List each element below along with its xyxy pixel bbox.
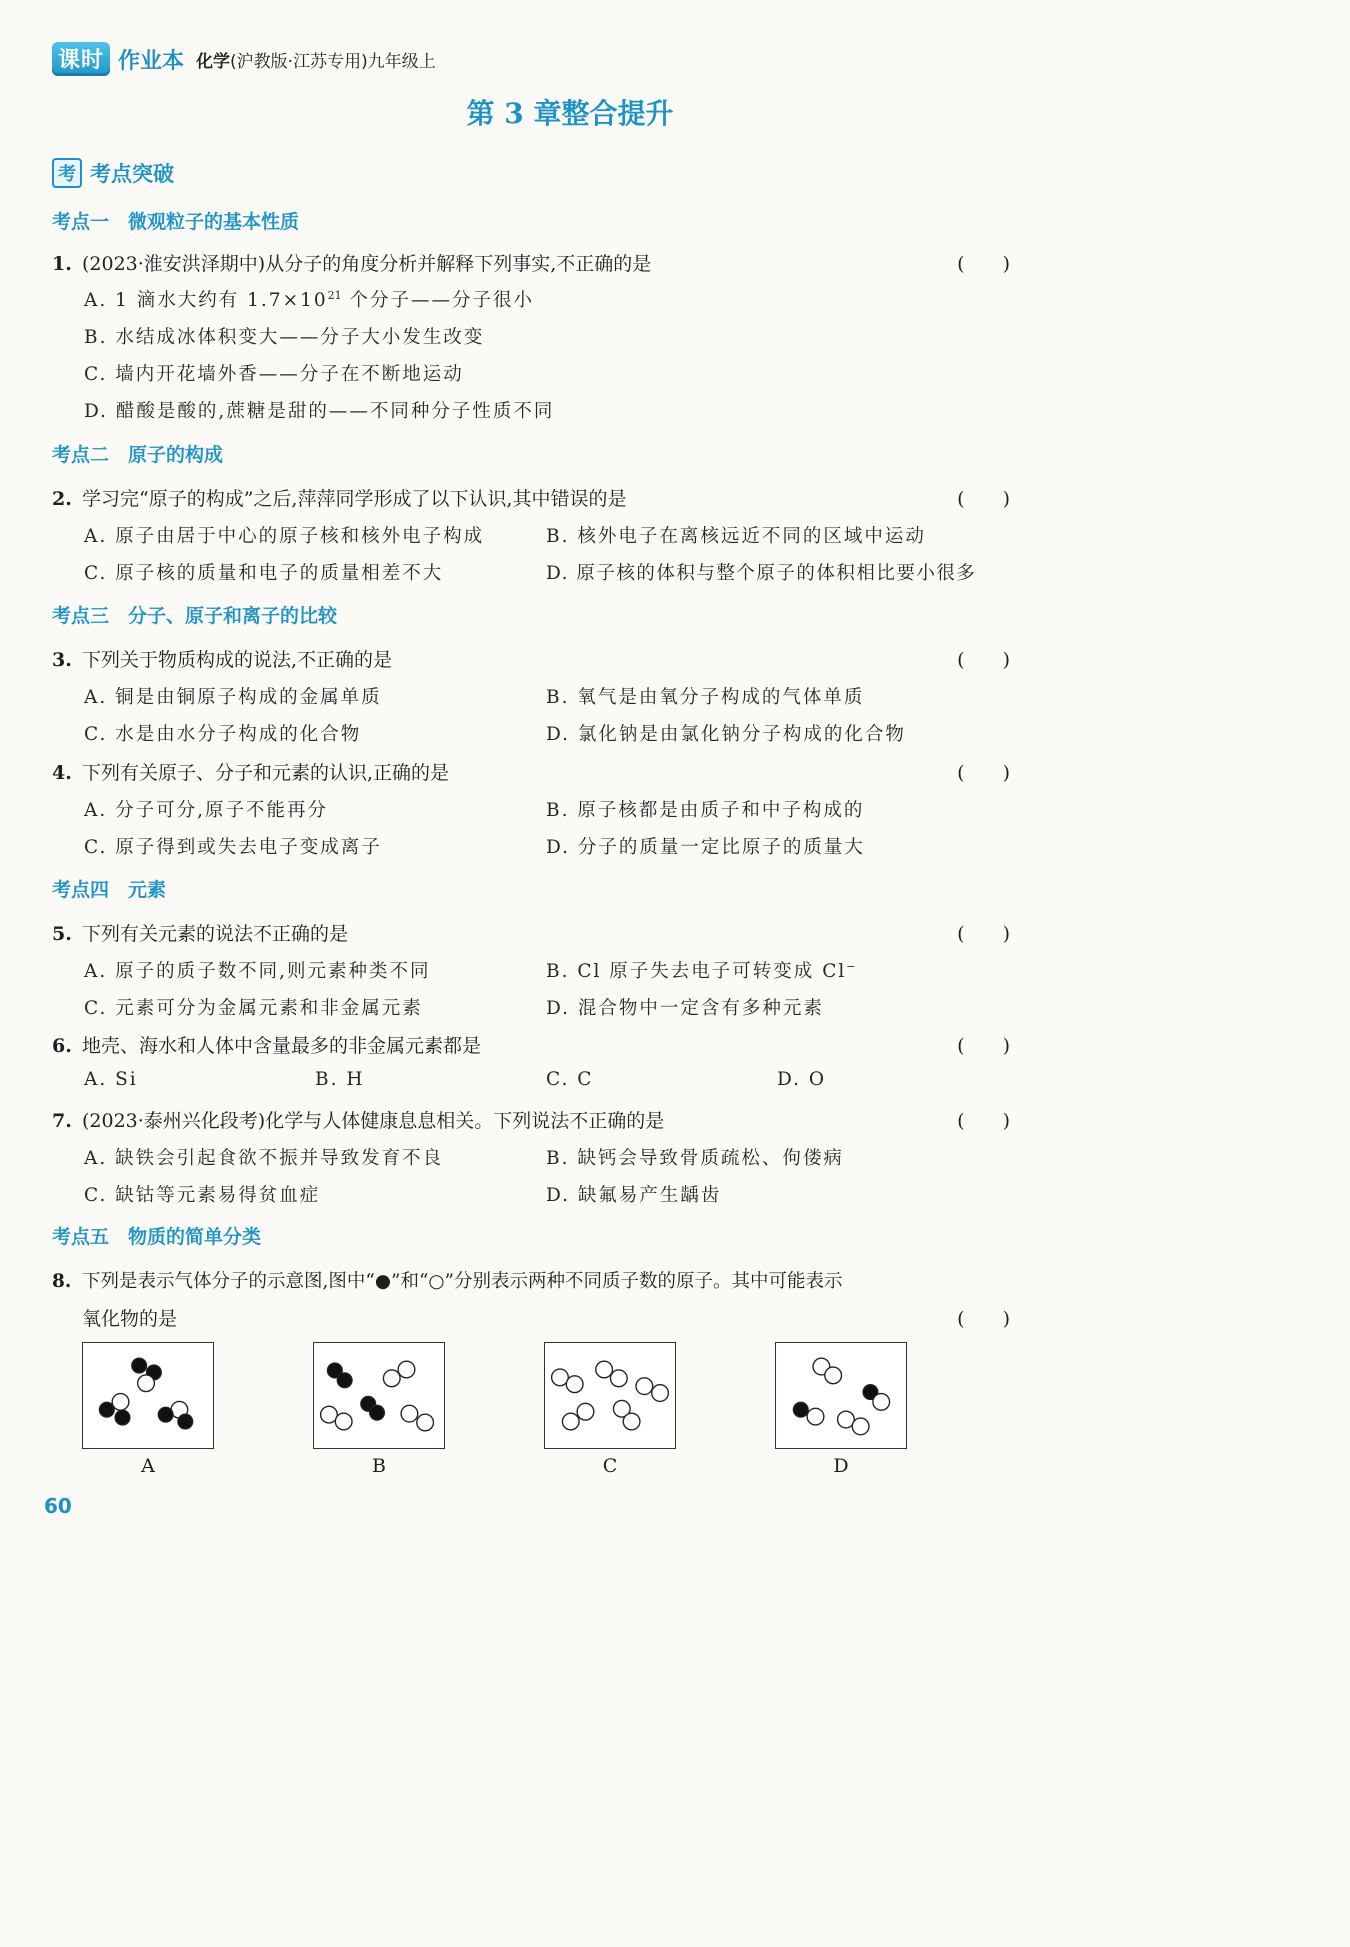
subject-rest: (沪教版·江苏专用)九年级上 <box>230 51 436 72</box>
question-6-stem <box>52 1031 1012 1058</box>
light-atom <box>610 1370 627 1387</box>
light-atom <box>417 1414 434 1431</box>
dark-atom <box>99 1402 114 1417</box>
option-b: B. 氧气是由氧分子构成的气体单质 <box>546 687 865 708</box>
diagram-label-a: A <box>141 1455 155 1477</box>
option-d: D. 分子的质量一定比原子的质量大 <box>546 837 865 858</box>
question-number: 8. <box>52 1271 72 1292</box>
light-atom <box>636 1378 653 1395</box>
section-heading <box>52 158 174 188</box>
option-b-text: B. Cl 原子失去电子可转变成 Cl <box>546 961 847 982</box>
answer-bracket[interactable]: ( ) <box>957 1308 1010 1330</box>
question-text: 下列是表示气体分子的示意图,图中“●”和“○”分别表示两种不同质子数的原子。其中可能表示 <box>82 1271 843 1292</box>
light-atom <box>623 1413 640 1430</box>
question-text: 下列关于物质构成的说法,不正确的是 <box>82 649 393 671</box>
diagram-d-svg <box>776 1343 906 1448</box>
option-c: C. C <box>546 1069 594 1090</box>
question-text: 地壳、海水和人体中含量最多的非金属元素都是 <box>82 1035 482 1057</box>
option-b: B. 缺钙会导致骨质疏松、佝偻病 <box>546 1148 844 1169</box>
question-2-stem <box>52 484 1012 511</box>
dark-atom <box>793 1402 808 1417</box>
question-text: 学习完“原子的构成”之后,萍萍同学形成了以下认识,其中错误的是 <box>82 488 627 510</box>
light-atom <box>825 1367 842 1384</box>
question-number: 5. <box>52 923 72 945</box>
light-atom <box>112 1394 129 1411</box>
diagram-label-b: B <box>372 1455 386 1477</box>
diagram-c-svg <box>545 1343 675 1448</box>
diagram-a-svg <box>83 1343 213 1448</box>
option-c: C. 缺钴等元素易得贫血症 <box>84 1185 321 1206</box>
question-text: (2023·泰州兴化段考)化学与人体健康息息相关。下列说法不正确的是 <box>82 1110 665 1132</box>
option-d: D. 混合物中一定含有多种元素 <box>546 998 824 1019</box>
question-number: 1. <box>52 253 72 275</box>
light-atom <box>398 1361 415 1378</box>
question-3-stem <box>52 645 1012 672</box>
diagram-b-svg <box>314 1343 444 1448</box>
question-5-stem <box>52 919 1012 946</box>
light-atom <box>401 1405 418 1422</box>
answer-bracket[interactable]: ( ) <box>957 649 1010 671</box>
question-text: 下列有关元素的说法不正确的是 <box>82 923 349 945</box>
light-atom <box>566 1376 583 1393</box>
key-point-5: 考点五 物质的简单分类 <box>52 1226 262 1248</box>
dark-atom <box>178 1414 193 1429</box>
question-number: 2. <box>52 488 72 510</box>
light-atom <box>873 1394 890 1411</box>
chapter-title: 第 3 章整合提升 <box>466 97 674 130</box>
dark-atom <box>132 1358 147 1373</box>
dark-atom <box>158 1407 173 1422</box>
brand-logo: 课时 <box>52 42 110 76</box>
question-number: 4. <box>52 762 72 784</box>
option-a: A. Si <box>84 1069 138 1090</box>
dark-atom <box>115 1410 130 1425</box>
option-c: C. 墙内开花墙外香——分子在不断地运动 <box>84 364 464 385</box>
option-b: B. 水结成冰体积变大——分子大小发生改变 <box>84 327 485 348</box>
question-text: 下列有关原子、分子和元素的认识,正确的是 <box>82 762 450 784</box>
option-a: A. 原子由居于中心的原子核和核外电子构成 <box>84 526 485 547</box>
exponent: 21 <box>327 289 342 302</box>
answer-bracket[interactable]: ( ) <box>957 1035 1010 1057</box>
question-number: 7. <box>52 1110 72 1132</box>
option-d: D. O <box>777 1069 827 1090</box>
molecule-diagram-b <box>313 1342 445 1449</box>
key-point-2: 考点二 原子的构成 <box>52 444 224 466</box>
option-d: D. 氯化钠是由氯化钠分子构成的化合物 <box>546 724 906 745</box>
subject-bold: 化学 <box>196 51 231 72</box>
question-number: 6. <box>52 1035 72 1057</box>
light-atom <box>596 1361 613 1378</box>
option-b: B. H <box>315 1069 365 1090</box>
brand-name: 作业本 <box>118 48 185 74</box>
diagram-label-c: C <box>602 1455 618 1477</box>
option-a: A. 原子的质子数不同,则元素种类不同 <box>84 961 431 982</box>
option-c: C. 元素可分为金属元素和非金属元素 <box>84 998 423 1019</box>
option-c: C. 原子核的质量和电子的质量相差不大 <box>84 563 444 584</box>
charge-superscript: − <box>846 960 856 973</box>
option-d: D. 缺氟易产生龋齿 <box>546 1185 722 1206</box>
question-7-stem <box>52 1106 1012 1133</box>
light-atom <box>335 1413 352 1430</box>
molecule-diagram-c <box>544 1342 676 1449</box>
option-b: B. 原子核都是由质子和中子构成的 <box>546 800 865 821</box>
answer-bracket[interactable]: ( ) <box>957 923 1010 945</box>
option-a-text: A. 1 滴水大约有 1.7×10 <box>84 290 328 311</box>
section-title: 考点突破 <box>90 162 174 186</box>
light-atom <box>138 1375 155 1392</box>
light-atom <box>383 1370 400 1387</box>
answer-bracket[interactable]: ( ) <box>957 1110 1010 1132</box>
light-atom <box>852 1418 869 1435</box>
question-number: 3. <box>52 649 72 671</box>
light-atom <box>562 1413 579 1430</box>
question-8-stem-line2: 氧化物的是 <box>82 1308 178 1330</box>
light-atom <box>577 1403 594 1420</box>
key-point-3: 考点三 分子、原子和离子的比较 <box>52 605 338 627</box>
dark-atom <box>370 1405 385 1420</box>
option-d: D. 醋酸是酸的,蔗糖是甜的——不同种分子性质不同 <box>84 401 555 422</box>
option-a-tail: 个分子——分子很小 <box>341 290 535 311</box>
molecule-diagram-d <box>775 1342 907 1449</box>
option-b: B. 核外电子在离核远近不同的区域中运动 <box>546 526 926 547</box>
answer-bracket[interactable]: ( ) <box>957 253 1010 275</box>
option-c: C. 水是由水分子构成的化合物 <box>84 724 362 745</box>
pen-icon: 考 <box>52 158 82 188</box>
molecule-diagram-a <box>82 1342 214 1449</box>
question-8-stem <box>52 1267 1012 1293</box>
answer-bracket[interactable]: ( ) <box>957 488 1010 510</box>
question-4-stem <box>52 758 1012 785</box>
option-a: A. 分子可分,原子不能再分 <box>84 800 329 821</box>
option-a: A. 缺铁会引起食欲不振并导致发育不良 <box>84 1148 444 1169</box>
option-b <box>546 957 855 983</box>
option-c: C. 原子得到或失去电子变成离子 <box>84 837 382 858</box>
light-atom <box>652 1385 669 1402</box>
question-1-stem <box>52 249 1012 276</box>
dark-atom <box>337 1373 352 1388</box>
option-a <box>84 286 534 312</box>
key-point-4: 考点四 元素 <box>52 879 167 901</box>
page-number: 60 <box>44 1494 72 1518</box>
question-text: (2023·淮安洪泽期中)从分子的角度分析并解释下列事实,不正确的是 <box>82 253 652 275</box>
page-header <box>52 42 436 76</box>
answer-bracket[interactable]: ( ) <box>957 762 1010 784</box>
option-d: D. 原子核的体积与整个原子的体积相比要小很多 <box>546 563 977 584</box>
option-a: A. 铜是由铜原子构成的金属单质 <box>84 687 382 708</box>
key-point-1: 考点一 微观粒子的基本性质 <box>52 211 300 233</box>
light-atom <box>807 1408 824 1425</box>
diagram-label-d: D <box>833 1455 849 1477</box>
subject-line <box>196 47 436 72</box>
